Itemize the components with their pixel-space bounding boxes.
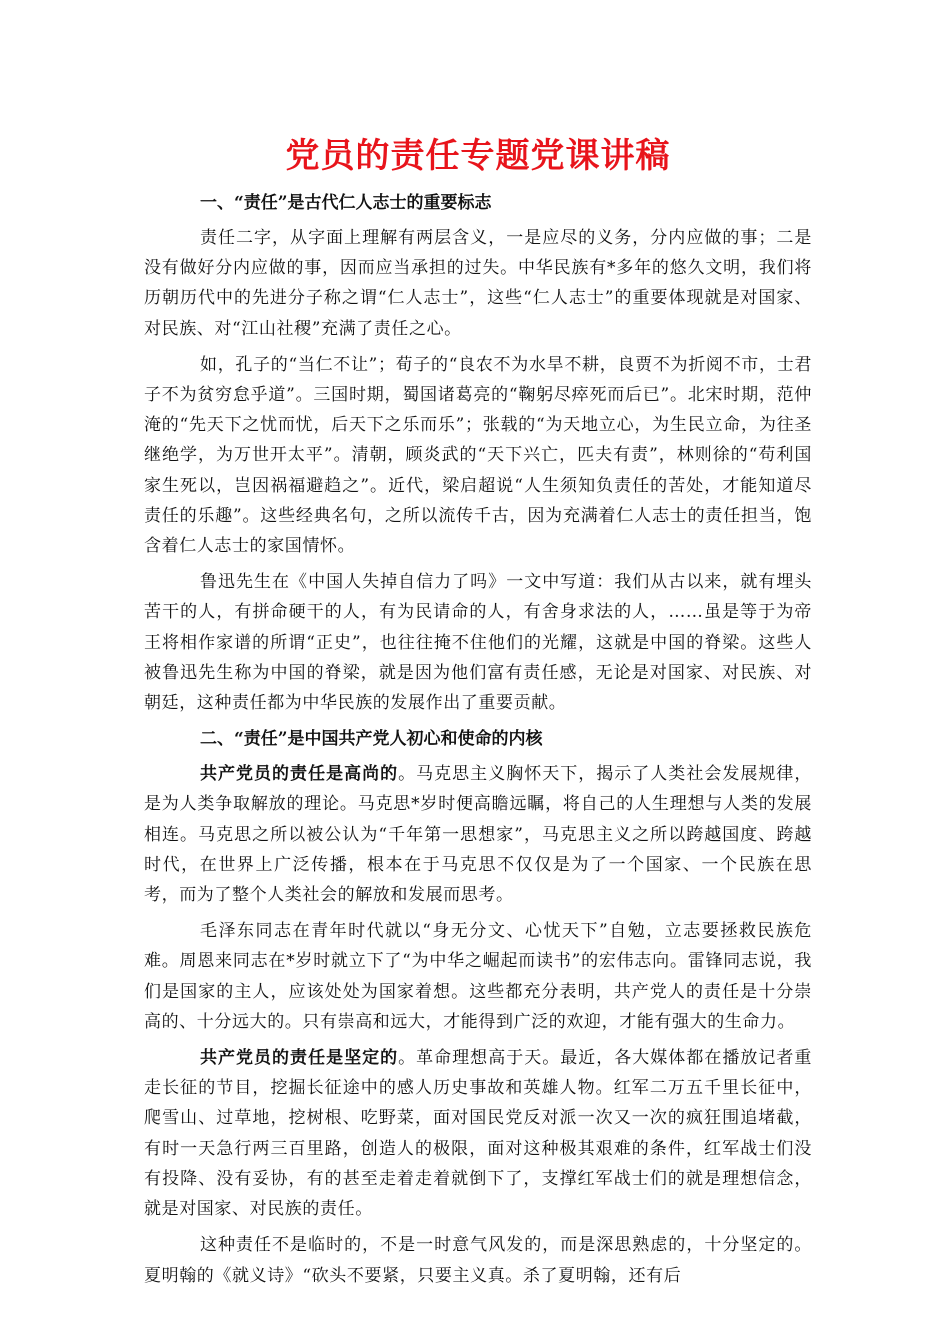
paragraph-text: 。马克思主义胸怀天下，揭示了人类社会发展规律，是为人类争取解放的理论。马克思*岁时便高瞻远瞩，将自己的人生理想与人类的发展相连。马克思之所以被公认为“千年第一思想家”，马克思主义之所以跨越国度、跨越时代，在世界上广泛传播，根本在于马克思不仅仅是为了一个国家、一个民族在思考，而为了整个人类社会的解放和发展而思考。 — [144, 764, 812, 906]
document-body — [144, 188, 812, 1297]
paragraph-lead: 共产党员的责任是高尚的 — [200, 764, 399, 785]
paragraph-text: 这种责任不是临时的，不是一时意气风发的，而是深思熟虑的，十分坚定的。夏明翰的《就义诗》“砍头不要紧，只要主义真。杀了夏明翰，还有后 — [144, 1235, 812, 1286]
body-paragraph — [144, 350, 812, 561]
paragraph-text: 。革命理想高于天。最近，各大媒体都在播放记者重走长征的节目，挖掘长征途中的感人历史事故和英雄人物。红军二万五千里长征中，爬雪山、过草地，挖树根、吃野菜，面对国民党反对派一次又一次的疯狂围追堵截，有时一天急行两三百里路，创造人的极限，面对这种极其艰难的条件，红军战士们没有投降、没有妥协，有的甚至走着走着就倒下了，支撑红军战士们的就是理想信念，就是对国家、对民族的责任。 — [144, 1048, 812, 1220]
body-paragraph — [144, 223, 812, 344]
section-heading: 一、“责任”是古代仁人志士的重要标志 — [200, 193, 492, 213]
paragraph-text: 责任二字，从字面上理解有两层含义，一是应尽的义务，分内应做的事；二是没有做好分内应做的事，因而应当承担的过失。中华民族有*多年的悠久文明，我们将历朝历代中的先进分子称之谓“仁人志士”，这些“仁人志士”的重要体现就是对国家、对民族、对“江山社稷”充满了责任之心。 — [144, 228, 812, 339]
section-heading: 二、“责任”是中国共产党人初心和使命的内核 — [200, 729, 543, 750]
paragraph-text: 毛泽东同志在青年时代就以“身无分文、心忧天下”自勉，立志要拯救民族危难。周恩来同志在*岁时就立下了“为中华之崛起而读书”的宏伟志向。雷锋同志说，我们是国家的主人，应该处处为国家着想。这些都充分表明，共产党人的责任是十分崇高的、十分远大的。只有崇高和远大，才能得到广泛的欢迎，才能有强大的生命力。 — [144, 921, 812, 1032]
paragraph-text: 如，孔子的“当仁不让”；荀子的“良农不为水旱不耕，良贾不为折阅不市，士君子不为贫穷怠乎道”。三国时期，蜀国诸葛亮的“鞠躬尽瘁死而后已”。北宋时期，范仲淹的“先天下之忧而忧，后天下之乐而乐”；张载的“为天地立心，为生民立命，为往圣继绝学，为万世开太平”。清朝，顾炎武的“天下兴亡，匹夫有责”，林则徐的“苟利国家生死以，岂因祸福避趋之”。近代，梁启超说“人生须知负责任的苦处，才能知道尽责任的乐趣”。这些经典名句，之所以流传千古，因为充满着仁人志士的责任担当，饱含着仁人志士的家国情怀。 — [144, 354, 812, 557]
body-paragraph — [144, 1230, 812, 1290]
body-paragraph — [144, 1043, 812, 1224]
document-title: 党员的责任专题党课讲稿 — [285, 136, 671, 176]
paragraph-lead: 共产党员的责任是坚定的 — [200, 1048, 399, 1069]
body-paragraph — [144, 916, 812, 1037]
paragraph-text: 鲁迅先生在《中国人失掉自信力了吗》一文中写道：我们从古以来，就有埋头苦干的人，有拼命硬干的人，有为民请命的人，有舍身求法的人，……虽是等于为帝王将相作家谱的所谓“正史”，也往往掩不住他们的光耀，这就是中国的脊梁。这些人被鲁迅先生称为中国的脊梁，就是因为他们富有责任感，无论是对国家、对民族、对朝廷，这种责任都为中华民族的发展作出了重要贡献。 — [144, 572, 812, 714]
body-paragraph — [144, 759, 812, 910]
body-paragraph — [144, 567, 812, 718]
